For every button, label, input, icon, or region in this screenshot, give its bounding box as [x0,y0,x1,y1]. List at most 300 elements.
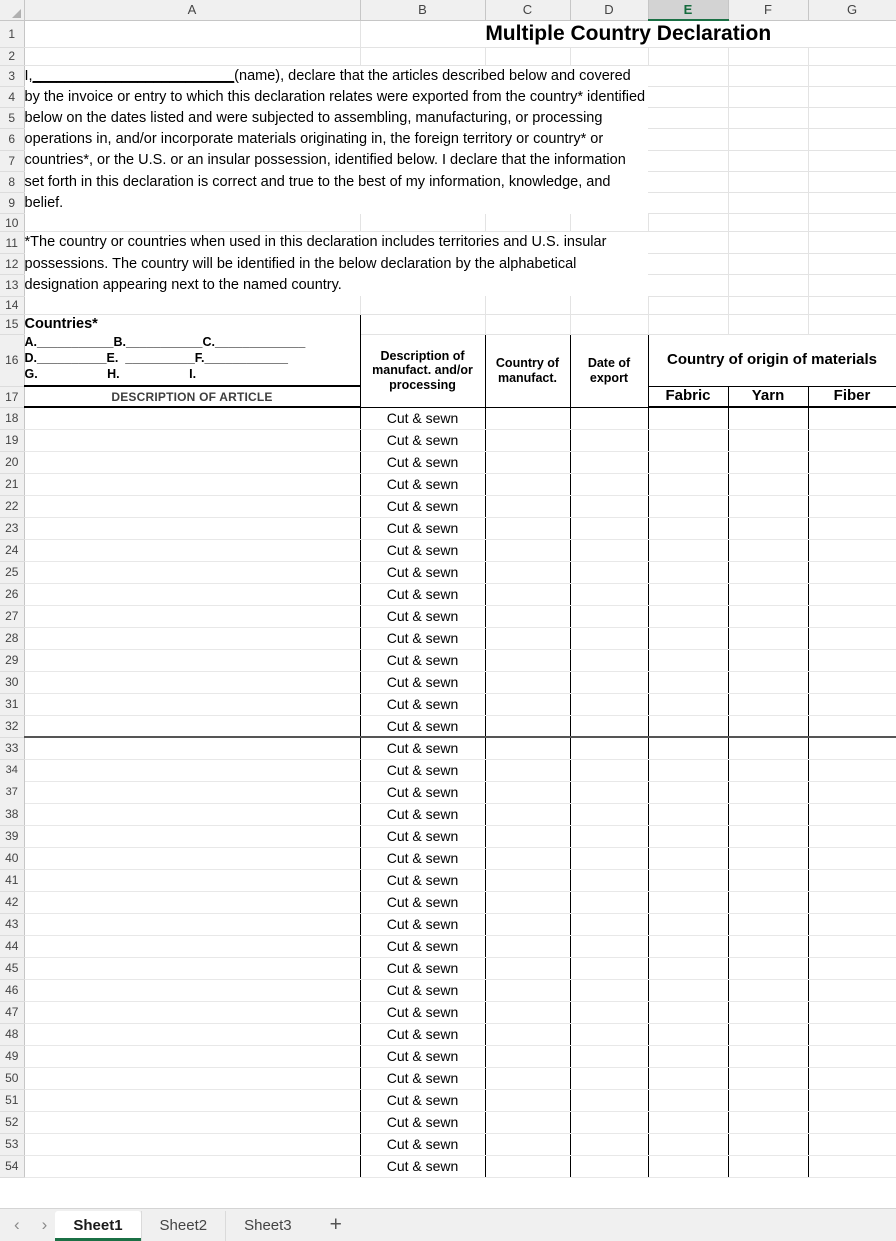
column-header-g[interactable]: G [808,0,896,20]
cell-f14[interactable] [728,296,808,314]
cell-export-23[interactable] [570,517,648,539]
header-country-of-manufact[interactable]: Country of manufact. [485,334,570,407]
cell-article-40[interactable] [24,847,360,869]
row-header-41[interactable]: 41 [0,869,24,891]
cell-process-20[interactable]: Cut & sewn [360,451,485,473]
cell-yarn-47[interactable] [728,1001,808,1023]
cell-process-22[interactable]: Cut & sewn [360,495,485,517]
cell-manufact-32[interactable] [485,715,570,737]
cell-g7[interactable] [808,150,896,171]
cell-g11[interactable] [808,232,896,253]
cell-fiber-24[interactable] [808,539,896,561]
cell-export-53[interactable] [570,1133,648,1155]
cell-manufact-19[interactable] [485,429,570,451]
cell-manufact-26[interactable] [485,583,570,605]
cell-article-29[interactable] [24,649,360,671]
cell-e6[interactable] [648,129,728,150]
cell-yarn-41[interactable] [728,869,808,891]
cell-export-22[interactable] [570,495,648,517]
cell-fiber-43[interactable] [808,913,896,935]
cell-yarn-23[interactable] [728,517,808,539]
header-country-of-origin[interactable]: Country of origin of materials [648,334,896,386]
row-header-32[interactable]: 32 [0,715,24,737]
cell-article-34[interactable] [24,759,360,781]
cell-article-42[interactable] [24,891,360,913]
cell-manufact-54[interactable] [485,1155,570,1177]
cell-process-32[interactable]: Cut & sewn [360,715,485,737]
cell-fabric-19[interactable] [648,429,728,451]
cell-yarn-48[interactable] [728,1023,808,1045]
cell-export-44[interactable] [570,935,648,957]
cell-export-54[interactable] [570,1155,648,1177]
cell-article-24[interactable] [24,539,360,561]
column-header-a[interactable]: A [24,0,360,20]
country-designation-lines[interactable] [24,334,360,386]
cell-export-42[interactable] [570,891,648,913]
cell-b2[interactable] [360,47,485,65]
row-header-38[interactable]: 38 [0,803,24,825]
cell-article-33[interactable] [24,737,360,759]
cell-article-44[interactable] [24,935,360,957]
cell-g6[interactable] [808,129,896,150]
cell-process-42[interactable]: Cut & sewn [360,891,485,913]
cell-f3[interactable] [728,65,808,86]
cell-yarn-20[interactable] [728,451,808,473]
cell-fiber-32[interactable] [808,715,896,737]
cell-manufact-45[interactable] [485,957,570,979]
cell-process-46[interactable]: Cut & sewn [360,979,485,1001]
cell-fabric-18[interactable] [648,407,728,429]
cell-manufact-30[interactable] [485,671,570,693]
cell-c2[interactable] [485,47,570,65]
cell-e11[interactable] [648,232,728,253]
cell-manufact-37[interactable] [485,781,570,803]
cell-manufact-43[interactable] [485,913,570,935]
cell-g8[interactable] [808,171,896,192]
row-header-34[interactable]: 34 [0,759,24,781]
header-fiber[interactable]: Fiber [808,386,896,407]
cell-export-41[interactable] [570,869,648,891]
cell-yarn-25[interactable] [728,561,808,583]
column-header-d[interactable]: D [570,0,648,20]
cell-c14[interactable] [485,296,570,314]
cell-yarn-26[interactable] [728,583,808,605]
cell-process-54[interactable]: Cut & sewn [360,1155,485,1177]
cell-g4[interactable] [808,86,896,107]
cell-yarn-38[interactable] [728,803,808,825]
cell-fabric-29[interactable] [648,649,728,671]
cell-export-18[interactable] [570,407,648,429]
row-header-10[interactable]: 10 [0,214,24,232]
cell-article-37[interactable] [24,781,360,803]
cell-fiber-27[interactable] [808,605,896,627]
cell-export-34[interactable] [570,759,648,781]
cell-f4[interactable] [728,86,808,107]
cell-f8[interactable] [728,171,808,192]
cell-article-21[interactable] [24,473,360,495]
cell-manufact-22[interactable] [485,495,570,517]
row-header-15[interactable]: 15 [0,314,24,334]
cell-process-24[interactable]: Cut & sewn [360,539,485,561]
cell-export-50[interactable] [570,1067,648,1089]
cell-fabric-24[interactable] [648,539,728,561]
cell-process-41[interactable]: Cut & sewn [360,869,485,891]
cell-manufact-41[interactable] [485,869,570,891]
row-header-12[interactable]: 12 [0,253,24,274]
row-header-40[interactable]: 40 [0,847,24,869]
cell-process-50[interactable]: Cut & sewn [360,1067,485,1089]
cell-process-37[interactable]: Cut & sewn [360,781,485,803]
cell-fiber-48[interactable] [808,1023,896,1045]
cell-fabric-25[interactable] [648,561,728,583]
cell-process-34[interactable]: Cut & sewn [360,759,485,781]
row-header-28[interactable]: 28 [0,627,24,649]
cell-manufact-40[interactable] [485,847,570,869]
cell-fabric-28[interactable] [648,627,728,649]
cell-yarn-32[interactable] [728,715,808,737]
cell-f15[interactable] [728,314,808,334]
add-sheet-button[interactable]: + [329,1213,342,1236]
cell-fabric-27[interactable] [648,605,728,627]
cell-export-39[interactable] [570,825,648,847]
cell-process-23[interactable]: Cut & sewn [360,517,485,539]
cell-process-39[interactable]: Cut & sewn [360,825,485,847]
cell-fabric-43[interactable] [648,913,728,935]
cell-fiber-30[interactable] [808,671,896,693]
cell-export-46[interactable] [570,979,648,1001]
cell-fabric-41[interactable] [648,869,728,891]
cell-fiber-25[interactable] [808,561,896,583]
row-header-4[interactable]: 4 [0,86,24,107]
row-header-16[interactable]: 16 [0,334,24,386]
row-header-18[interactable]: 18 [0,407,24,429]
cell-manufact-21[interactable] [485,473,570,495]
cell-fabric-40[interactable] [648,847,728,869]
cell-process-27[interactable]: Cut & sewn [360,605,485,627]
cell-f7[interactable] [728,150,808,171]
cell-process-29[interactable]: Cut & sewn [360,649,485,671]
row-header-39[interactable]: 39 [0,825,24,847]
cell-fiber-31[interactable] [808,693,896,715]
cell-fiber-51[interactable] [808,1089,896,1111]
cell-export-37[interactable] [570,781,648,803]
cell-process-18[interactable]: Cut & sewn [360,407,485,429]
cell-fabric-51[interactable] [648,1089,728,1111]
row-header-11[interactable]: 11 [0,232,24,253]
row-header-27[interactable]: 27 [0,605,24,627]
cell-export-48[interactable] [570,1023,648,1045]
cell-manufact-52[interactable] [485,1111,570,1133]
cell-f13[interactable] [728,275,808,296]
cell-yarn-31[interactable] [728,693,808,715]
cell-manufact-23[interactable] [485,517,570,539]
cell-g13[interactable] [808,275,896,296]
row-header-29[interactable]: 29 [0,649,24,671]
row-header-31[interactable]: 31 [0,693,24,715]
cell-manufact-24[interactable] [485,539,570,561]
column-header-e[interactable]: E [648,0,728,20]
cell-yarn-46[interactable] [728,979,808,1001]
row-header-1[interactable]: 1 [0,20,24,47]
next-sheet-icon[interactable]: › [41,1215,48,1234]
cell-article-32[interactable] [24,715,360,737]
cell-export-31[interactable] [570,693,648,715]
cell-article-25[interactable] [24,561,360,583]
cell-process-48[interactable]: Cut & sewn [360,1023,485,1045]
cell-manufact-39[interactable] [485,825,570,847]
cell-e10[interactable] [648,214,728,232]
cell-a1[interactable] [24,20,360,47]
row-header-25[interactable]: 25 [0,561,24,583]
cell-fiber-40[interactable] [808,847,896,869]
cell-f2[interactable] [728,47,808,65]
cell-manufact-27[interactable] [485,605,570,627]
cell-g5[interactable] [808,108,896,129]
cell-g15[interactable] [808,314,896,334]
cell-fabric-30[interactable] [648,671,728,693]
cell-article-28[interactable] [24,627,360,649]
cell-e9[interactable] [648,193,728,214]
cell-process-26[interactable]: Cut & sewn [360,583,485,605]
cell-fiber-45[interactable] [808,957,896,979]
cell-a14[interactable] [24,296,360,314]
cell-g2[interactable] [808,47,896,65]
cell-export-51[interactable] [570,1089,648,1111]
cell-fiber-22[interactable] [808,495,896,517]
cell-fabric-39[interactable] [648,825,728,847]
cell-f5[interactable] [728,108,808,129]
cell-yarn-42[interactable] [728,891,808,913]
cell-manufact-34[interactable] [485,759,570,781]
cell-export-27[interactable] [570,605,648,627]
cell-process-47[interactable]: Cut & sewn [360,1001,485,1023]
cell-fabric-33[interactable] [648,737,728,759]
cell-yarn-49[interactable] [728,1045,808,1067]
cell-fiber-39[interactable] [808,825,896,847]
cell-article-26[interactable] [24,583,360,605]
row-header-21[interactable]: 21 [0,473,24,495]
cell-fabric-38[interactable] [648,803,728,825]
cell-export-19[interactable] [570,429,648,451]
cell-b15[interactable] [360,314,485,334]
cell-fiber-26[interactable] [808,583,896,605]
cell-process-38[interactable]: Cut & sewn [360,803,485,825]
cell-manufact-38[interactable] [485,803,570,825]
cell-yarn-51[interactable] [728,1089,808,1111]
row-header-17[interactable]: 17 [0,386,24,407]
row-header-19[interactable]: 19 [0,429,24,451]
cell-fiber-52[interactable] [808,1111,896,1133]
cell-yarn-24[interactable] [728,539,808,561]
cell-manufact-53[interactable] [485,1133,570,1155]
cell-fabric-34[interactable] [648,759,728,781]
cell-d15[interactable] [570,314,648,334]
cell-article-54[interactable] [24,1155,360,1177]
cell-fabric-44[interactable] [648,935,728,957]
cell-export-24[interactable] [570,539,648,561]
row-header-6[interactable]: 6 [0,129,24,150]
cell-f11[interactable] [728,232,808,253]
cell-yarn-21[interactable] [728,473,808,495]
column-header-b[interactable]: B [360,0,485,20]
cell-f9[interactable] [728,193,808,214]
row-header-20[interactable]: 20 [0,451,24,473]
cell-article-43[interactable] [24,913,360,935]
cell-article-39[interactable] [24,825,360,847]
cell-fabric-48[interactable] [648,1023,728,1045]
cell-c10[interactable] [485,214,570,232]
cell-process-21[interactable]: Cut & sewn [360,473,485,495]
cell-manufact-46[interactable] [485,979,570,1001]
cell-yarn-28[interactable] [728,627,808,649]
row-header-33[interactable]: 33 [0,737,24,759]
cell-fiber-53[interactable] [808,1133,896,1155]
cell-manufact-47[interactable] [485,1001,570,1023]
cell-fiber-34[interactable] [808,759,896,781]
cell-article-51[interactable] [24,1089,360,1111]
cell-fabric-21[interactable] [648,473,728,495]
cell-export-29[interactable] [570,649,648,671]
cell-export-45[interactable] [570,957,648,979]
row-header-13[interactable]: 13 [0,275,24,296]
cell-fabric-46[interactable] [648,979,728,1001]
cell-export-32[interactable] [570,715,648,737]
cell-article-49[interactable] [24,1045,360,1067]
cell-article-45[interactable] [24,957,360,979]
cell-fiber-33[interactable] [808,737,896,759]
cell-e12[interactable] [648,253,728,274]
cell-fabric-54[interactable] [648,1155,728,1177]
cell-fiber-37[interactable] [808,781,896,803]
cell-e13[interactable] [648,275,728,296]
cell-export-30[interactable] [570,671,648,693]
cell-fiber-46[interactable] [808,979,896,1001]
cell-article-47[interactable] [24,1001,360,1023]
cell-process-44[interactable]: Cut & sewn [360,935,485,957]
cell-export-47[interactable] [570,1001,648,1023]
cell-manufact-51[interactable] [485,1089,570,1111]
cell-yarn-30[interactable] [728,671,808,693]
column-header-f[interactable]: F [728,0,808,20]
cell-yarn-29[interactable] [728,649,808,671]
sheet-tab-sheet2[interactable]: Sheet2 [141,1211,226,1241]
cell-process-19[interactable]: Cut & sewn [360,429,485,451]
cell-fiber-21[interactable] [808,473,896,495]
cell-fabric-42[interactable] [648,891,728,913]
cell-yarn-37[interactable] [728,781,808,803]
cell-a2[interactable] [24,47,360,65]
cell-g3[interactable] [808,65,896,86]
row-header-47[interactable]: 47 [0,1001,24,1023]
cell-fabric-32[interactable] [648,715,728,737]
cell-fabric-52[interactable] [648,1111,728,1133]
cell-e7[interactable] [648,150,728,171]
row-header-30[interactable]: 30 [0,671,24,693]
cell-g12[interactable] [808,253,896,274]
cell-fiber-28[interactable] [808,627,896,649]
row-header-49[interactable]: 49 [0,1045,24,1067]
cell-manufact-18[interactable] [485,407,570,429]
cell-yarn-45[interactable] [728,957,808,979]
cell-yarn-39[interactable] [728,825,808,847]
sheet-tab-sheet3[interactable]: Sheet3 [225,1211,310,1241]
cell-f10[interactable] [728,214,808,232]
cell-fabric-49[interactable] [648,1045,728,1067]
cell-fiber-38[interactable] [808,803,896,825]
row-header-42[interactable]: 42 [0,891,24,913]
cell-article-23[interactable] [24,517,360,539]
cell-article-48[interactable] [24,1023,360,1045]
cell-fiber-19[interactable] [808,429,896,451]
row-header-2[interactable]: 2 [0,47,24,65]
row-header-51[interactable]: 51 [0,1089,24,1111]
row-header-54[interactable]: 54 [0,1155,24,1177]
cell-yarn-53[interactable] [728,1133,808,1155]
cell-fabric-26[interactable] [648,583,728,605]
cell-process-25[interactable]: Cut & sewn [360,561,485,583]
cell-yarn-22[interactable] [728,495,808,517]
cell-d10[interactable] [570,214,648,232]
cell-yarn-54[interactable] [728,1155,808,1177]
cell-process-45[interactable]: Cut & sewn [360,957,485,979]
cell-manufact-44[interactable] [485,935,570,957]
cell-export-26[interactable] [570,583,648,605]
cell-f6[interactable] [728,129,808,150]
select-all-corner[interactable] [0,0,24,20]
cell-manufact-31[interactable] [485,693,570,715]
cell-export-33[interactable] [570,737,648,759]
cell-export-21[interactable] [570,473,648,495]
row-header-3[interactable]: 3 [0,65,24,86]
cell-export-52[interactable] [570,1111,648,1133]
cell-yarn-27[interactable] [728,605,808,627]
cell-fiber-29[interactable] [808,649,896,671]
cell-fiber-50[interactable] [808,1067,896,1089]
cell-manufact-29[interactable] [485,649,570,671]
cell-manufact-20[interactable] [485,451,570,473]
cell-fabric-53[interactable] [648,1133,728,1155]
cell-g9[interactable] [808,193,896,214]
cell-article-52[interactable] [24,1111,360,1133]
sheet-tab-sheet1[interactable]: Sheet1 [55,1211,140,1241]
cell-export-43[interactable] [570,913,648,935]
cell-article-41[interactable] [24,869,360,891]
cell-article-30[interactable] [24,671,360,693]
cell-manufact-49[interactable] [485,1045,570,1067]
cell-yarn-19[interactable] [728,429,808,451]
cell-process-28[interactable]: Cut & sewn [360,627,485,649]
cell-fiber-47[interactable] [808,1001,896,1023]
row-header-50[interactable]: 50 [0,1067,24,1089]
prev-sheet-icon[interactable]: ‹ [14,1215,20,1234]
cell-e4[interactable] [648,86,728,107]
cell-fiber-49[interactable] [808,1045,896,1067]
declaration-paragraph[interactable] [24,65,648,214]
cell-article-50[interactable] [24,1067,360,1089]
cell-manufact-50[interactable] [485,1067,570,1089]
cell-export-40[interactable] [570,847,648,869]
cell-fiber-23[interactable] [808,517,896,539]
header-fabric[interactable]: Fabric [648,386,728,407]
row-header-8[interactable]: 8 [0,171,24,192]
row-header-45[interactable]: 45 [0,957,24,979]
cell-fabric-45[interactable] [648,957,728,979]
header-description-of-article[interactable]: DESCRIPTION OF ARTICLE [24,386,360,407]
cell-export-49[interactable] [570,1045,648,1067]
row-header-43[interactable]: 43 [0,913,24,935]
row-header-52[interactable]: 52 [0,1111,24,1133]
cell-fabric-37[interactable] [648,781,728,803]
